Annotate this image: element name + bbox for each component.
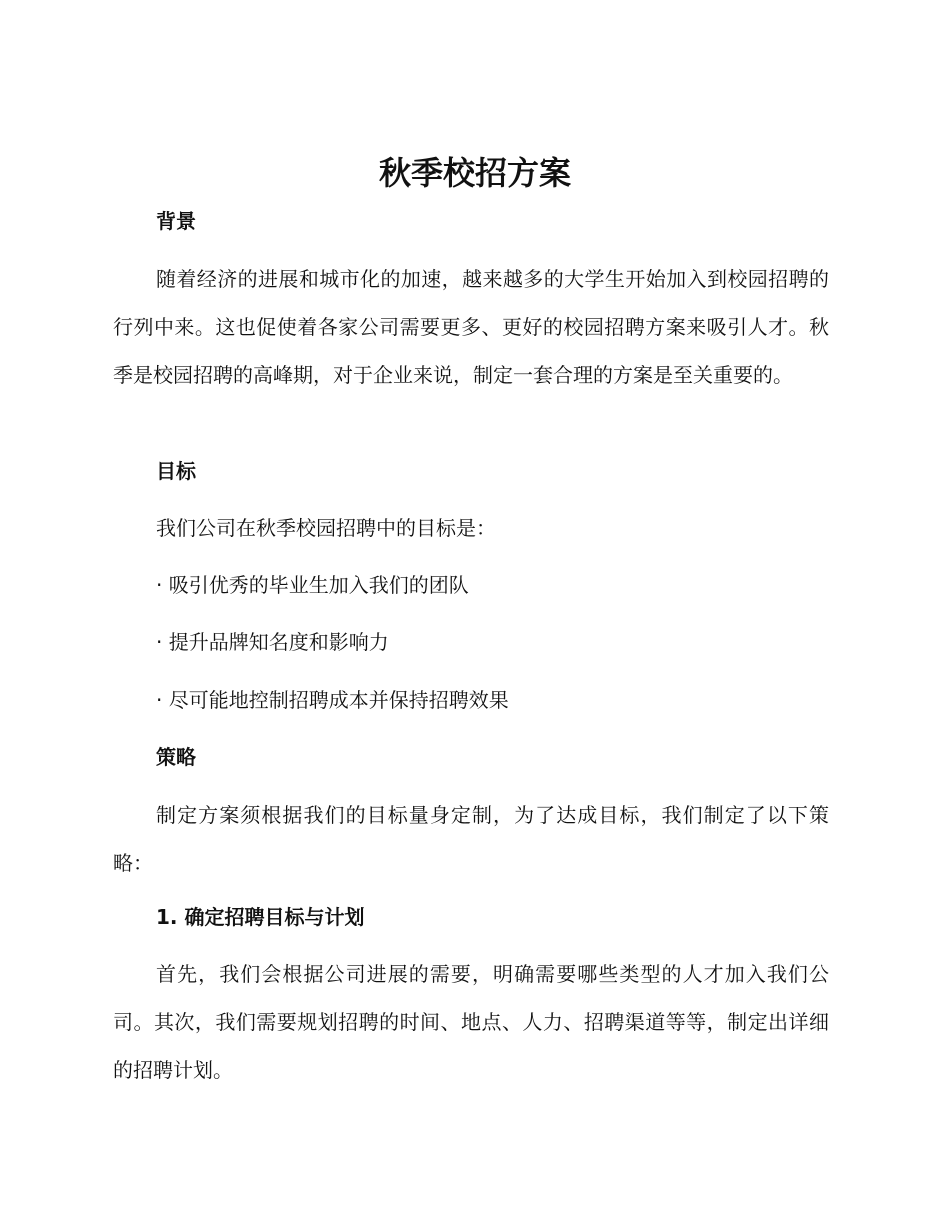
section-heading-strategy: 策略 <box>156 745 196 769</box>
goals-intro: 我们公司在秋季校园招聘中的目标是： <box>156 516 496 540</box>
subsection-paragraph: 首先，我们会根据公司进展的需要，明确需要哪些类型的人才加入我们公司。其次，我们需要规划招聘的时间、地点、人力、招聘渠道等等，制定出详细的招聘计划。 <box>113 962 829 1082</box>
goals-list-item: · 吸引优秀的毕业生加入我们的团队 <box>156 573 469 597</box>
goals-list-item: · 尽可能地控制招聘成本并保持招聘效果 <box>156 688 509 712</box>
strategy-paragraph: 制定方案须根据我们的目标量身定制，为了达成目标，我们制定了以下策略： <box>113 803 829 875</box>
subsection-heading: 1. 确定招聘目标与计划 <box>156 905 365 929</box>
section-heading-goals: 目标 <box>156 459 196 483</box>
section-heading-background: 背景 <box>156 209 196 233</box>
background-paragraph: 随着经济的进展和城市化的加速，越来越多的大学生开始加入到校园招聘的行列中来。这也促使着各家公司需要更多、更好的校园招聘方案来吸引人才。秋季是校园招聘的高峰期，对于企业来说，制定一套合理的方案是至关重要的。 <box>113 267 829 387</box>
goals-list-item: · 提升品牌知名度和影响力 <box>156 630 389 654</box>
document-title: 秋季校招方案 <box>378 154 571 192</box>
